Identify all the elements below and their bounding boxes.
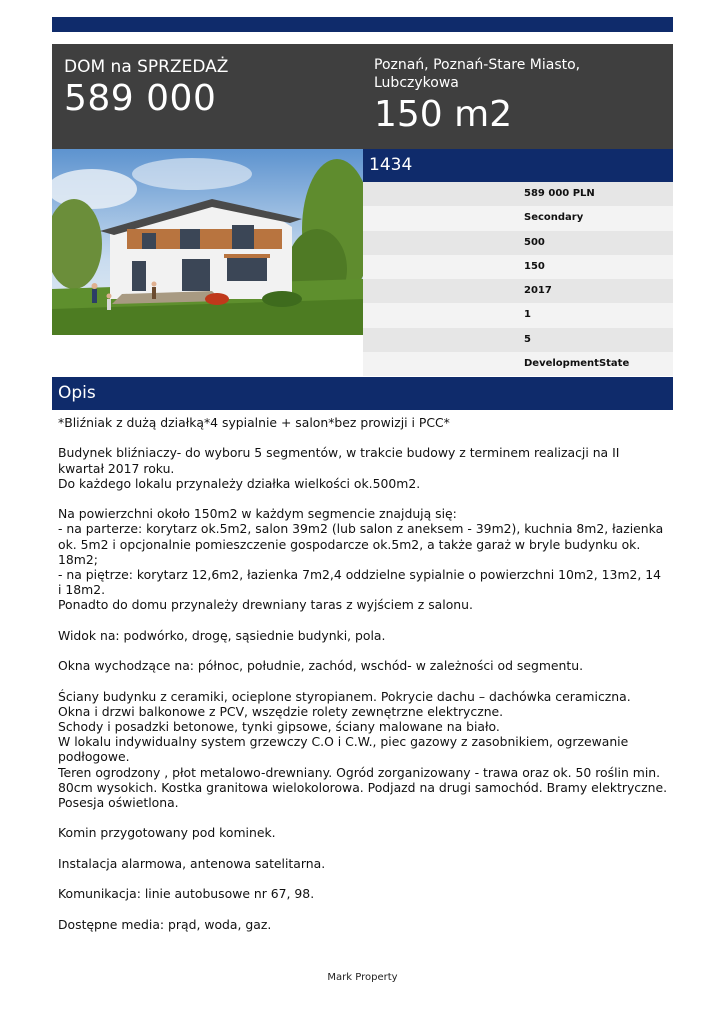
param-value: DevelopmentState — [524, 358, 630, 370]
area: 150 m2 — [374, 94, 513, 135]
param-value: 500 — [524, 236, 545, 248]
description-body — [58, 415, 668, 932]
param-value: 2017 — [524, 285, 552, 297]
top-accent-bar — [52, 17, 673, 32]
description-paragraph: Dostępne media: prąd, woda, gaz. — [58, 916, 272, 932]
description-paragraph: Ściany budynku z ceramiki, ocieplone styropianem. Pokrycie dachu – dachówka ceramiczna. Okna i drzwi balkonowe z PCV, wszędzie rolety zewnętrzne elektryczne. Schody i posadzki betonowe, tynki gipsowe, ściany malowane na biało. W lokalu indywidualny system grzewczy C.O i C.W., piec gazowy z zasobnikiem, ogrzewanie podłogowe. Teren ogrodzony , płot metalowo-drewniany. Ogród zorganizowany - trawa oraz ok. 50 roślin min. 80cm wysokich. Kostka granitowa wielokolorowa. Podjazd na drugi samochód. Bramy elektryczne. Posesja oświetlona. — [58, 688, 668, 811]
property-photo — [52, 149, 363, 335]
house-image — [52, 149, 363, 335]
description-paragraph: Budynek bliźniaczy- do wyboru 5 segmentów, w trakcie budowy z terminem realizacji na II kwartał 2017 roku. Do każdego lokalu przynależy działka wielkości ok.500m2. — [58, 445, 620, 491]
property-type: DOM na SPRZEDAŻ — [64, 57, 229, 77]
location: Poznań, Poznań-Stare Miasto, Lubczykowa — [374, 57, 581, 91]
param-value: 150 — [524, 260, 545, 272]
param-value: 1 — [524, 309, 531, 321]
param-value: Secondary — [524, 212, 584, 224]
param-row-plot-area — [363, 231, 673, 255]
footer-agency: Mark Property — [327, 972, 398, 983]
description-heading-bar — [52, 377, 673, 410]
listing-header — [52, 44, 673, 149]
params-table — [363, 182, 673, 376]
description-paragraph: Okna wychodzące na: północ, południe, zachód, wschód- w zależności od segmentu. — [58, 658, 584, 674]
description-paragraph: Komunikacja: linie autobusowe nr 67, 98. — [58, 886, 315, 902]
description-paragraph: *Bliźniak z dużą działką*4 sypialnie + salon*bez prowizji i PCC* — [58, 415, 450, 430]
param-row-year — [363, 279, 673, 303]
description-heading: Opis — [58, 383, 96, 403]
param-row-price — [363, 182, 673, 206]
description-paragraph: Widok na: podwórko, drogę, sąsiednie budynki, pola. — [58, 627, 386, 643]
price: 589 000 — [64, 78, 217, 119]
listing-id: 1434 — [369, 155, 413, 175]
param-row-state — [363, 352, 673, 376]
description-paragraph: Komin przygotowany pod kominek. — [58, 825, 276, 841]
description-paragraph: Instalacja alarmowa, antenowa satelitarna. — [58, 855, 326, 871]
param-row-rooms — [363, 328, 673, 352]
description-paragraph: Na powierzchni około 150m2 w każdym segmencie znajdują się: - na parterze: korytarz ok.5m2, salon 39m2 (lub salon z aneksem - 39m2), kuchnia 8m2, łazienka ok. 5m2 i opcjonalnie pomieszczenie gospodarcze ok.5m2, a także garaż w bryle budynku ok. 18m2; - na piętrze: korytarz 12,6m2, łazienka 7m2,4 oddzielne sypialnie o powierzchni 10m2, 13m2, 14 i 18m2. Ponadto do domu przynależy drewniany taras z wyjściem z salonu. — [58, 506, 664, 613]
param-value: 589 000 PLN — [524, 188, 595, 199]
listing-id-bar — [363, 149, 673, 182]
param-row-area — [363, 255, 673, 279]
param-value: 5 — [524, 333, 531, 345]
param-row-market — [363, 206, 673, 230]
param-row-floors — [363, 303, 673, 327]
header-right — [374, 56, 664, 136]
header-left — [64, 56, 228, 120]
